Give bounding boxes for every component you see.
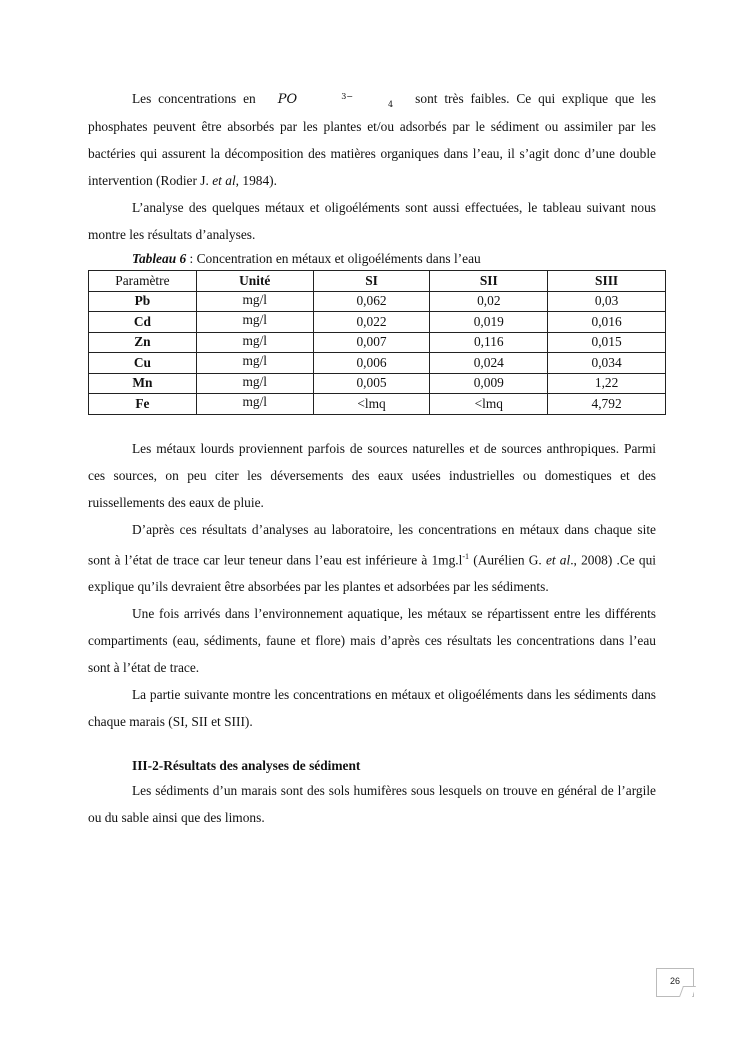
p4-text-c: ., 2008) .Ce qui explique qu’ils devraient être absorbées par les plantes et adsorbées par les sédiments. [88,551,656,594]
cell-si: <lmq [313,394,430,415]
cell-parameter: Fe [89,394,197,415]
table-row [89,291,666,312]
cell-si: 0,022 [313,312,430,333]
table-caption [132,248,656,270]
cell-parameter: Zn [89,332,197,353]
paragraph-partie-suivante: La partie suivante montre les concentrations en métaux et oligoéléments dans les sédiments dans chaque marais (SI, SII et SIII). [88,686,656,729]
cell-parameter: Cd [89,312,197,333]
cell-siii: 0,03 [548,291,666,312]
cell-siii: 0,034 [548,353,666,374]
paragraph-analyse: L’analyse des quelques métaux et oligoéléments sont aussi effectuées, le tableau suivant nous montre les résultats d’analyses. [88,200,656,242]
table-header-row [89,271,666,292]
metals-table [88,270,666,415]
cell-si: 0,062 [313,291,430,312]
page-number-text: 26 [669,976,680,986]
cell-siii: 1,22 [548,373,666,394]
paragraph-environnement: Une fois arrivés dans l’environnement aquatique, les métaux se répartissent entre les différents compartiments (eau, sédiments, faune et flore) mais d’après ces résultats les concentrations dans l’eau sont à l’état de trace. [88,605,656,675]
cell-unit: mg/l [196,373,313,394]
paragraph-sediments: Les sédiments d’un marais sont des sols humifères sous lesquels on trouve en général de l’argile ou du sable ainsi que des limons. [88,782,656,825]
table-row [89,332,666,353]
cell-siii: 4,792 [548,394,666,415]
document-page [88,85,656,831]
table-row [89,373,666,394]
table-row [89,394,666,415]
cell-parameter: Cu [89,353,197,374]
cell-sii: 0,024 [430,353,548,374]
cell-siii: 0,016 [548,312,666,333]
header-si: SI [313,271,430,292]
cell-parameter: Mn [89,373,197,394]
page-number [656,968,694,997]
phosphate-formula [263,92,409,107]
p1-citation-etal: et al [212,173,236,188]
cell-unit: mg/l [196,291,313,312]
page-curl-icon [679,986,696,997]
paragraph-resultats-labo [88,516,656,600]
p4-text-b: (Aurélien G. [473,551,542,567]
header-unite: Unité [196,271,313,292]
paragraph-metaux-lourds: Les métaux lourds proviennent parfois de sources naturelles et de sources anthropiques. Parmi ces sources, on peu citer les déversements des eaux usées industrielles ou domestiques et des ruissellements des eaux de pluie. [88,440,656,510]
header-sii: SII [430,271,548,292]
section-heading: III-2-Résultats des analyses de sédiment [132,757,361,773]
header-parametre: Paramètre [89,271,197,292]
header-siii: SIII [548,271,666,292]
cell-si: 0,006 [313,353,430,374]
table-caption-label: Tableau 6 [132,251,187,266]
cell-sii: 0,116 [430,332,548,353]
table-caption-text: : Concentration en métaux et oligoéléments dans l’eau [186,251,481,266]
table-row [89,312,666,333]
p1-text-before: Les concentrations en [132,91,256,106]
formula-subscript: 4 [388,100,394,109]
p4-text-a: D’après ces résultats d’analyses au laboratoire, les concentrations en métaux dans chaque site sont à l’état de trace car leur teneur dans l’eau est inférieure à 1mg.l [88,521,656,567]
cell-sii: 0,02 [430,291,548,312]
p1-citation-end: , 1984). [235,173,277,188]
formula-base: PO [277,92,298,107]
paragraph-phosphates [88,85,656,194]
p4-citation-etal: et al [545,551,571,567]
cell-sii: 0,019 [430,312,548,333]
cell-sii: <lmq [430,394,548,415]
cell-unit: mg/l [196,353,313,374]
cell-unit: mg/l [196,394,313,415]
cell-siii: 0,015 [548,332,666,353]
table-row [89,353,666,374]
cell-unit: mg/l [196,332,313,353]
p4-superscript: -1 [462,551,470,561]
cell-unit: mg/l [196,312,313,333]
cell-si: 0,005 [313,373,430,394]
cell-sii: 0,009 [430,373,548,394]
cell-si: 0,007 [313,332,430,353]
formula-superscript: 3− [341,92,353,101]
cell-parameter: Pb [89,291,197,312]
p1-text-after: sont très faibles. Ce qui explique que les phosphates peuvent être absorbés par les plantes et/ou adsorbés par le sédiment ou assimiler par les bactéries qui assurent la décomposition des matières organiques dans l’eau, il s’agit donc d’une double intervention (Rodier J. [88,91,656,188]
